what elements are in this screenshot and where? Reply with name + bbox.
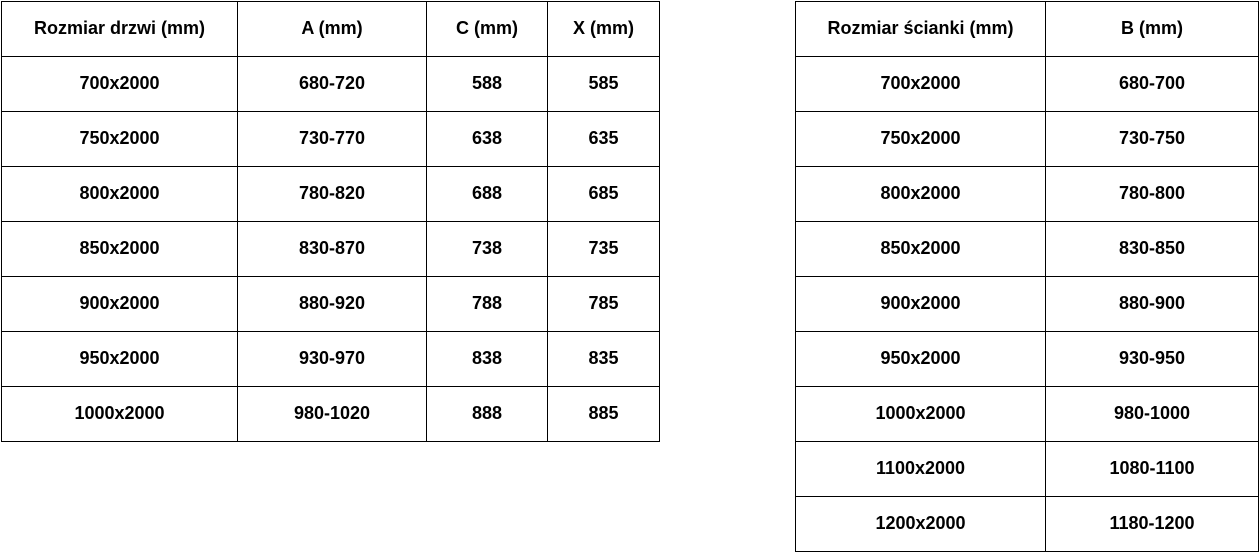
cell-c: 788 [427, 277, 548, 332]
table-row [796, 442, 1259, 497]
cell-a: 930-970 [238, 332, 427, 387]
cell-wall-size: 750x2000 [796, 112, 1046, 167]
column-header-a: A (mm) [238, 2, 427, 57]
cell-wall-size: 800x2000 [796, 167, 1046, 222]
column-header-wall-size: Rozmiar ścianki (mm) [796, 2, 1046, 57]
cell-c: 888 [427, 387, 548, 442]
table-header-row [796, 2, 1259, 57]
cell-wall-size: 900x2000 [796, 277, 1046, 332]
door-sizes-table [1, 1, 660, 442]
cell-a: 780-820 [238, 167, 427, 222]
cell-b: 880-900 [1046, 277, 1259, 332]
table-row [796, 387, 1259, 442]
cell-door-size: 800x2000 [2, 167, 238, 222]
cell-x: 585 [548, 57, 660, 112]
cell-door-size: 1000x2000 [2, 387, 238, 442]
cell-b: 1180-1200 [1046, 497, 1259, 552]
table-row [2, 167, 660, 222]
table-row [796, 112, 1259, 167]
cell-wall-size: 850x2000 [796, 222, 1046, 277]
cell-c: 838 [427, 332, 548, 387]
cell-x: 885 [548, 387, 660, 442]
cell-door-size: 900x2000 [2, 277, 238, 332]
cell-a: 730-770 [238, 112, 427, 167]
cell-c: 688 [427, 167, 548, 222]
column-header-x: X (mm) [548, 2, 660, 57]
table-row [796, 222, 1259, 277]
cell-wall-size: 700x2000 [796, 57, 1046, 112]
table-row [2, 332, 660, 387]
cell-b: 930-950 [1046, 332, 1259, 387]
table-row [796, 57, 1259, 112]
cell-wall-size: 1000x2000 [796, 387, 1046, 442]
table-row [796, 332, 1259, 387]
cell-wall-size: 950x2000 [796, 332, 1046, 387]
cell-a: 880-920 [238, 277, 427, 332]
cell-door-size: 700x2000 [2, 57, 238, 112]
column-header-c: C (mm) [427, 2, 548, 57]
cell-a: 980-1020 [238, 387, 427, 442]
cell-a: 830-870 [238, 222, 427, 277]
column-header-b: B (mm) [1046, 2, 1259, 57]
cell-x: 635 [548, 112, 660, 167]
table-row [2, 277, 660, 332]
cell-wall-size: 1200x2000 [796, 497, 1046, 552]
cell-c: 738 [427, 222, 548, 277]
cell-b: 680-700 [1046, 57, 1259, 112]
table-row [2, 222, 660, 277]
cell-wall-size: 1100x2000 [796, 442, 1046, 497]
table-row [2, 387, 660, 442]
cell-b: 730-750 [1046, 112, 1259, 167]
wall-sizes-table [795, 1, 1259, 552]
table-row [2, 57, 660, 112]
cell-b: 830-850 [1046, 222, 1259, 277]
cell-door-size: 750x2000 [2, 112, 238, 167]
cell-door-size: 950x2000 [2, 332, 238, 387]
cell-x: 835 [548, 332, 660, 387]
cell-b: 980-1000 [1046, 387, 1259, 442]
table-row [796, 167, 1259, 222]
column-header-door-size: Rozmiar drzwi (mm) [2, 2, 238, 57]
cell-x: 735 [548, 222, 660, 277]
cell-b: 1080-1100 [1046, 442, 1259, 497]
cell-b: 780-800 [1046, 167, 1259, 222]
cell-c: 588 [427, 57, 548, 112]
cell-c: 638 [427, 112, 548, 167]
table-row [796, 497, 1259, 552]
table-header-row [2, 2, 660, 57]
table-row [2, 112, 660, 167]
cell-x: 785 [548, 277, 660, 332]
cell-x: 685 [548, 167, 660, 222]
table-row [796, 277, 1259, 332]
cell-door-size: 850x2000 [2, 222, 238, 277]
cell-a: 680-720 [238, 57, 427, 112]
